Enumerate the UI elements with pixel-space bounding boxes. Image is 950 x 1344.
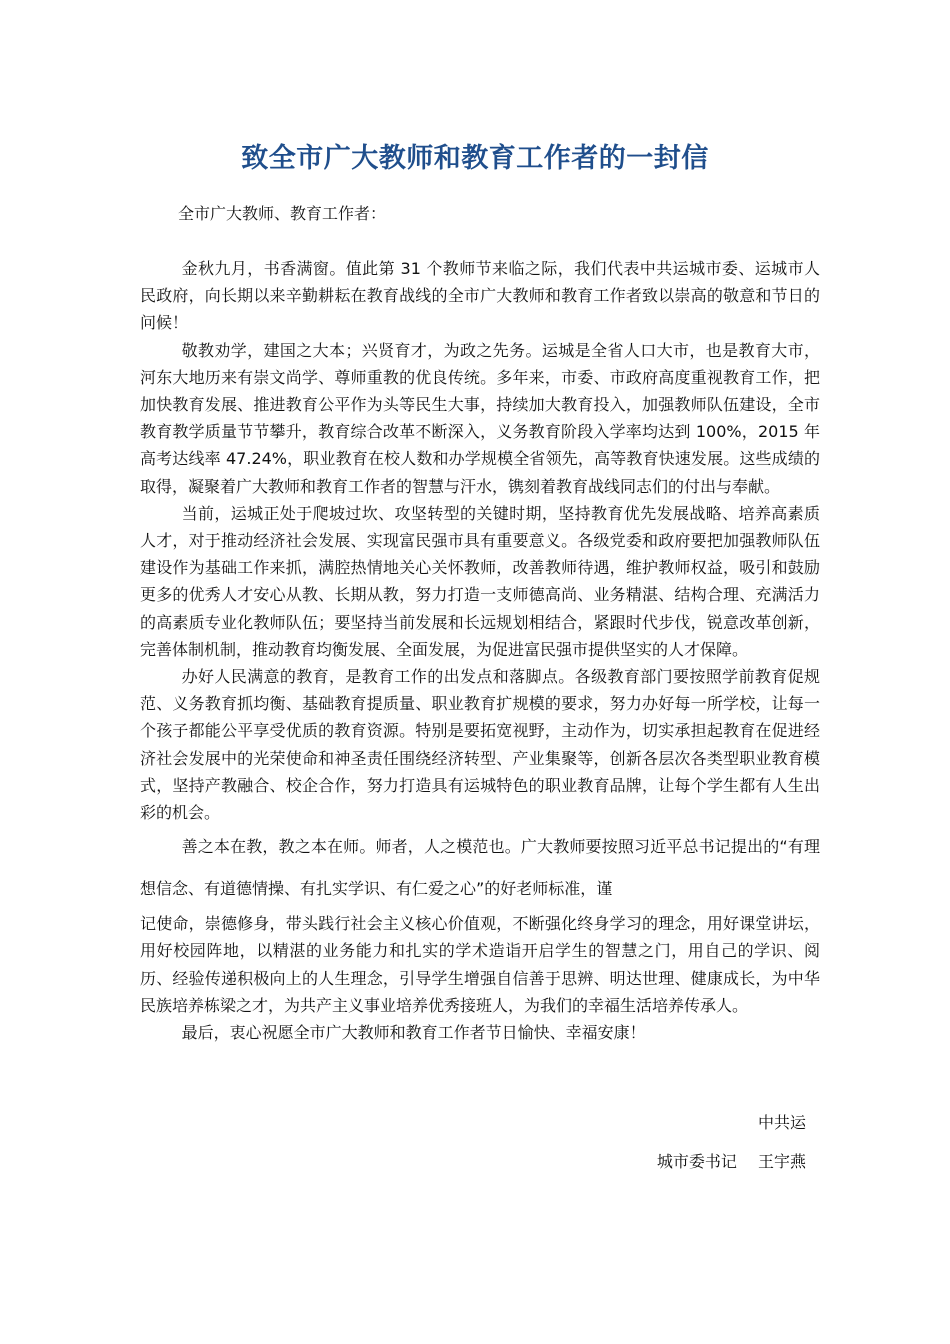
signature-line-2: 城市委书记 王宇燕 <box>656 1152 806 1171</box>
paragraph-teacher-standard-continued: 记使命，崇德修身，带头践行社会主义核心价值观，不断强化终身学习的理念，用好课堂讲坛，用好校园阵地，以精湛的业务能力和扎实的学术造诣开启学生的智慧之门，用自己的学识、阅历、经验传递积极向上的人生理念，引导学生增强自信善于思辨、明达世理、健康成长，为中华民族培养栋梁之才，为共产主义事业培养优秀接班人，为我们的幸福生活培养传承人。 <box>140 914 820 1015</box>
paragraph-current-period: 当前，运城正处于爬坡过坎、攻坚转型的关键时期，坚持教育优先发展战略、培养高素质人才，对于推动经济社会发展、实现富民强市具有重要意义。各级党委和政府要把加强教师队伍建设作为基础工作来抓，满腔热情地关心关怀教师，改善教师待遇，维护教师权益，吸引和鼓励更多的优秀人才安心从教、长期从教，努力打造一支师德高尚、业务精湛、结构合理、充满活力的高素质专业化教师队伍；要坚持当前发展和长远规划相结合，紧跟时代步伐，锐意改革创新，完善体制机制，推动教育均衡发展、全面发展，为促进富民强市提供坚实的人才保障。 <box>140 503 820 659</box>
paragraph-achievements: 敬教劝学，建国之大本；兴贤育才，为政之先务。运城是全省人口大市，也是教育大市，河东大地历来有崇文尚学、尊师重教的优良传统。多年来，市委、市政府高度重视教育工作，把加快教育发展、推进教育公平作为头等民生大事，持续加大教育投入，加强教师队伍建设，全市教育教学质量节节攀升，教育综合改革不断深入，义务教育阶段入学率均达到 100%，2015 年高考达线率 47.24%，职业教育在校人数和办学规模全省领先，高等教育快速发展。这些成绩的取得，凝聚着广大教师和教育工作者的智慧与汗水，镌刻着教育战线同志们的付出与奉献。 <box>140 340 820 496</box>
salutation: 全市广大教师、教育工作者： <box>178 204 387 223</box>
paragraph-greeting: 金秋九月，书香满窗。值此第 31 个教师节来临之际，我们代表中共运城市委、运城市人民政府，向长期以来辛勤耕耘在教育战线的全市广大教师和教育工作者致以崇高的敬意和节日的问候！ <box>140 259 820 333</box>
signature-line-1: 中共运 <box>757 1113 806 1132</box>
paragraph-teacher-standard: 善之本在教，教之本在师。师者，人之模范也。广大教师要按照习近平总书记提出的“有理想信念、有道德情操、有扎实学识、有仁爱之心”的好老师标准，谨 <box>140 837 820 899</box>
paragraph-satisfying-education: 办好人民满意的教育，是教育工作的出发点和落脚点。各级教育部门要按照学前教育促规范、义务教育抓均衡、基础教育提质量、职业教育扩规模的要求，努力办好每一所学校，让每一个孩子都能公平享受优质的教育资源。特别是要拓宽视野，主动作为，切实承担起教育在促进经济社会发展中的光荣使命和神圣责任围绕经济转型、产业集聚等，创新各层次各类型职业教育模式，坚持产教融合、校企合作，努力打造具有运城特色的职业教育品牌，让每个学生都有人生出彩的机会。 <box>140 667 820 823</box>
letter-title: 致全市广大教师和教育工作者的一封信 <box>241 143 709 174</box>
paragraph-closing: 最后，衷心祝愿全市广大教师和教育工作者节日愉快、幸福安康！ <box>181 1023 646 1043</box>
letter-body <box>140 255 820 1046</box>
